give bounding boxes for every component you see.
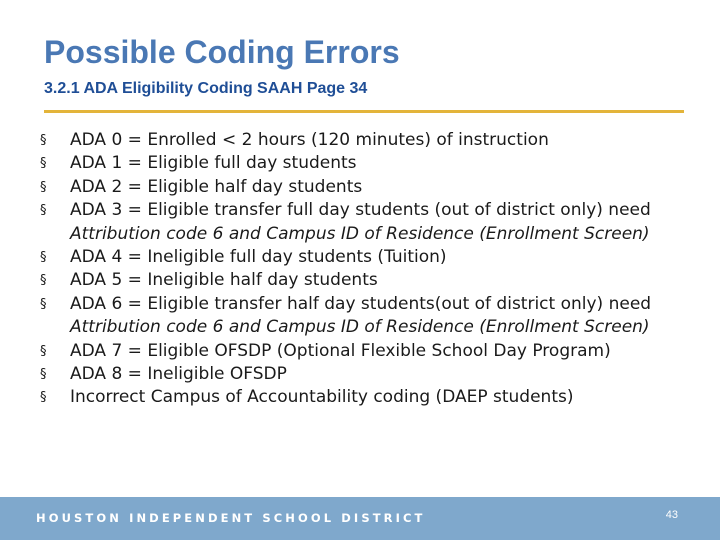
bullet-text: Incorrect Campus of Accountability coding (DAEP students): [70, 387, 574, 408]
list-item: [40, 340, 700, 363]
list-item: [40, 199, 700, 246]
bullet-icon: §: [40, 367, 47, 383]
slide-subtitle: 3.2.1 ADA Eligibility Coding SAAH Page 34: [44, 80, 368, 97]
bullet-text: ADA 3 = Eligible transfer full day students (out of district only) need: [70, 200, 651, 221]
list-item: [40, 176, 700, 199]
footer-organization: HOUSTON INDEPENDENT SCHOOL DISTRICT: [36, 511, 426, 525]
bullet-text: ADA 5 = Ineligible half day students: [70, 270, 378, 291]
list-item: [40, 152, 700, 175]
bullet-icon: §: [40, 250, 47, 266]
bullet-text: ADA 8 = Ineligible OFSDP: [70, 364, 287, 385]
bullet-text: ADA 6 = Eligible transfer half day students(out of district only) need: [70, 293, 652, 314]
footer-bar: [0, 497, 720, 540]
bullet-icon: §: [40, 179, 47, 195]
list-item: [40, 246, 700, 269]
bullet-continuation: Attribution code 6 and Campus ID of Residence (Enrollment Screen): [70, 317, 650, 338]
list-item: [40, 293, 700, 340]
bullet-icon: §: [40, 273, 47, 289]
bullet-icon: §: [40, 296, 47, 312]
bullet-icon: §: [40, 156, 47, 172]
bullet-icon: §: [40, 203, 47, 219]
bullet-list: [40, 129, 700, 410]
bullet-text: ADA 4 = Ineligible full day students (Tuition): [70, 247, 447, 268]
bullet-icon: §: [40, 390, 47, 406]
slide-title: Possible Coding Errors: [44, 34, 400, 70]
title-divider: [44, 110, 684, 113]
list-item: [40, 269, 700, 292]
bullet-text: ADA 0 = Enrolled < 2 hours (120 minutes) of instruction: [70, 130, 549, 150]
bullet-text: ADA 2 = Eligible half day students: [70, 176, 363, 197]
list-item: [40, 129, 700, 152]
bullet-icon: §: [40, 343, 47, 359]
list-item: [40, 386, 700, 409]
bullet-text: ADA 7 = Eligible OFSDP (Optional Flexible School Day Program): [70, 340, 611, 361]
bullet-icon: §: [40, 133, 47, 148]
bullet-text: ADA 1 = Eligible full day students: [70, 153, 357, 174]
list-item: [40, 363, 700, 386]
bullet-continuation: Attribution code 6 and Campus ID of Residence (Enrollment Screen): [70, 223, 650, 244]
page-number: 43: [665, 509, 678, 521]
